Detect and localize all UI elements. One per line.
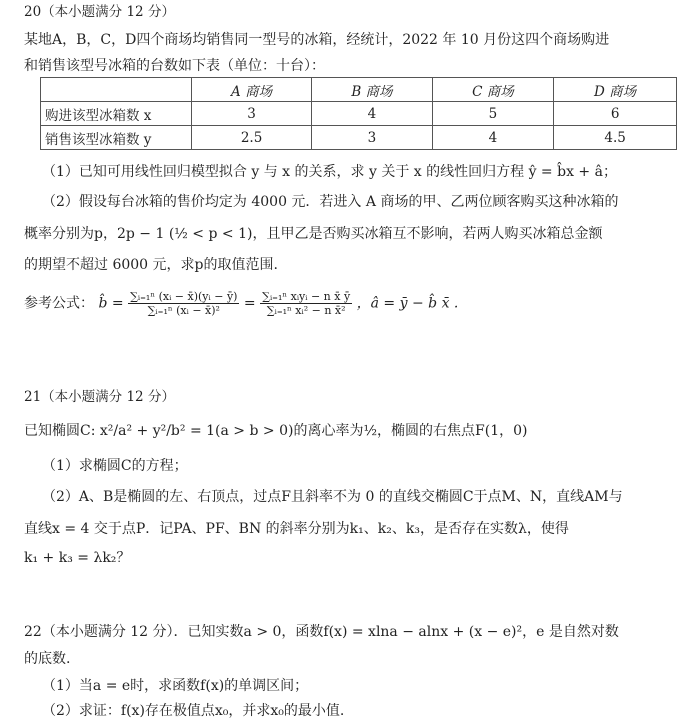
table-cell: 5 xyxy=(432,102,554,126)
q22-part1: （1）当a = e时，求函数f(x)的单调区间； xyxy=(42,678,309,694)
q20-part2-line2: 概率分别为p，2p − 1 (½ < p < 1)，且甲乙是否购买冰箱互不影响，若两人购买冰箱总金额 xyxy=(24,226,603,242)
table-row xyxy=(41,126,677,150)
q22-part2: （2）求证：f(x)存在极值点x₀，并求x₀的最小值. xyxy=(42,703,345,719)
q22-heading-line2: 的底数. xyxy=(24,651,71,667)
q21-part2-line2: 直线x = 4 交于点P．记PA、PF、BN 的斜率分别为k₁、k₂、k₃，是否存在实数λ，使得 xyxy=(24,521,569,537)
table-row-label: 销售该型冰箱数 y xyxy=(41,126,192,150)
table-cell: 4.5 xyxy=(554,126,677,150)
q22-heading-line1: 22（本小题满分 12 分）．已知实数a > 0，函数f(x) = xlna − alnx + (x − e)²，e 是自然对数 xyxy=(24,624,619,640)
formula-numerator-1: ∑ᵢ₌₁ⁿ (xᵢ − x̄)(yᵢ − ȳ) xyxy=(130,290,238,303)
table-header-row xyxy=(41,78,677,102)
table-row xyxy=(41,102,677,126)
q20-part1: （1）已知可用线性回归模型拟合 y 与 x 的关系，求 y 关于 x 的线性回归方程 ŷ = b̂x + â； xyxy=(42,164,617,180)
table-header-cell: C 商场 xyxy=(432,78,554,102)
table-cell: 6 xyxy=(554,102,677,126)
q20-part2-line3: 的期望不超过 6000 元，求p的取值范围. xyxy=(24,257,278,273)
table-cell: 4 xyxy=(432,126,554,150)
formula-label: 参考公式： xyxy=(24,295,94,312)
formula-denominator-2: ∑ᵢ₌₁ⁿ xᵢ² − n x̄² xyxy=(266,304,346,317)
reference-formula xyxy=(24,290,458,317)
q20-heading: 20（本小题满分 12 分） xyxy=(24,4,175,20)
q21-part2-line1: （2）A、B是椭圆的左、右顶点，过点F且斜率不为 0 的直线交椭圆C于点M、N，直线AM与 xyxy=(42,489,623,505)
formula-b-hat: b̂ = xyxy=(98,295,124,312)
formula-a-hat: ，â = ȳ − b̂ x̄ . xyxy=(356,295,459,312)
table-cell: 3 xyxy=(312,126,433,150)
table-header-cell: A 商场 xyxy=(192,78,312,102)
q20-intro-line2: 和销售该型号冰箱的台数如下表（单位：十台）： xyxy=(24,58,325,74)
q21-part1: （1）求椭圆C的方程； xyxy=(42,458,188,474)
table-row-label: 购进该型冰箱数 x xyxy=(41,102,192,126)
table-header-cell: B 商场 xyxy=(312,78,433,102)
table-cell: 4 xyxy=(312,102,433,126)
q21-intro: 已知椭圆C: x²/a² + y²/b² = 1(a > b > 0)的离心率为½，椭圆的右焦点F(1，0) xyxy=(24,423,528,439)
q21-part2-line3: k₁ + k₃ = λk₂？ xyxy=(24,550,131,566)
table-cell: 2.5 xyxy=(192,126,312,150)
table-cell: 3 xyxy=(192,102,312,126)
formula-denominator-1: ∑ᵢ₌₁ⁿ (xᵢ − x̄)² xyxy=(147,304,220,317)
data-table xyxy=(40,77,677,150)
table-header-cell xyxy=(41,78,192,102)
formula-fraction-1 xyxy=(128,290,239,317)
table-header-cell: D 商场 xyxy=(554,78,677,102)
formula-equals: = xyxy=(243,295,256,312)
formula-fraction-2 xyxy=(260,290,352,317)
formula-numerator-2: ∑ᵢ₌₁ⁿ xᵢyᵢ − n x̄ ȳ xyxy=(262,290,351,303)
q20-intro-line1: 某地A，B，C，D四个商场均销售同一型号的冰箱，经统计，2022 年 10 月份这四个商场购进 xyxy=(24,32,610,48)
q20-part2-line1: （2）假设每台冰箱的售价均定为 4000 元．若进入 A 商场的甲、乙两位顾客购买这种冰箱的 xyxy=(42,194,619,210)
q21-heading: 21（本小题满分 12 分） xyxy=(24,389,175,405)
